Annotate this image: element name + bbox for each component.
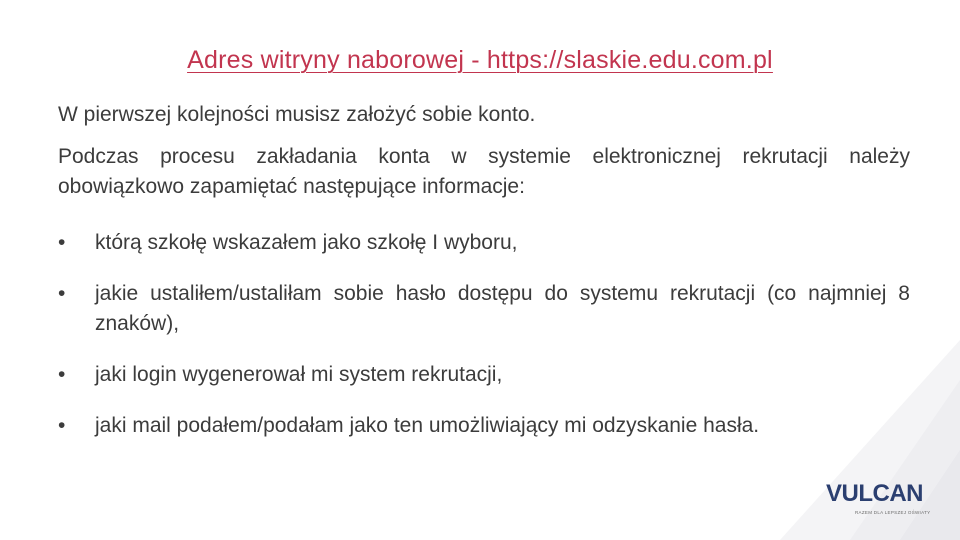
vulcan-logo (826, 480, 936, 520)
list-item (58, 360, 910, 390)
list-item (58, 279, 910, 339)
bullet-icon: • (58, 414, 66, 437)
logo-wordmark: VULCAN (826, 480, 923, 507)
list-item-text: jakie ustaliłem/ustaliłam sobie hasło dostępu do systemu rekrutacji (co najmniej 8 znaków), (95, 282, 910, 335)
bullet-icon: • (58, 231, 66, 254)
bullet-icon: • (58, 363, 66, 386)
info-list (58, 228, 910, 441)
list-item-text: jaki login wygenerował mi system rekrutacji, (95, 363, 503, 386)
intro-text: W pierwszej kolejności musisz założyć sobie konto. (58, 103, 536, 126)
list-item (58, 228, 910, 258)
instructions-paragraph: Podczas procesu zakładania konta w systemie elektronicznej rekrutacji należy obowiązkowo zapamiętać następujące informacje: (58, 145, 910, 198)
page-title (0, 46, 960, 75)
list-item-text: którą szkołę wskazałem jako szkołę I wyboru, (95, 231, 518, 254)
logo-tagline: RAZEM DLA LEPSZEJ OŚWIATY (855, 510, 931, 515)
recruitment-site-link[interactable]: Adres witryny naborowej - https://slaskie.edu.com.pl (187, 46, 773, 74)
slide-body (58, 100, 910, 462)
list-item (58, 411, 910, 441)
list-item-text: jaki mail podałem/podałam jako ten umożliwiający mi odzyskanie hasła. (95, 414, 760, 437)
bullet-icon: • (58, 282, 66, 305)
